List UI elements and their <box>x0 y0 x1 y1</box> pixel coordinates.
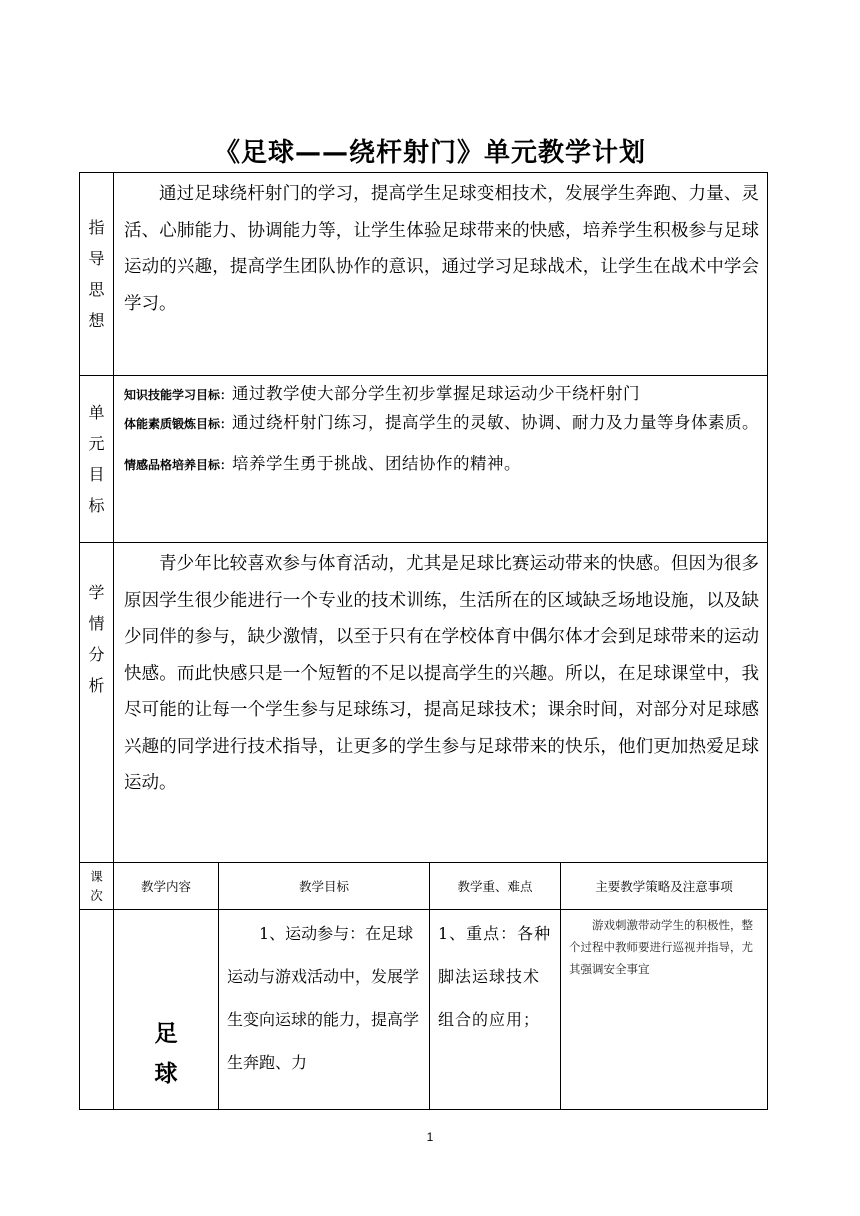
analysis-content <box>114 543 768 863</box>
guiding-text: 通过足球绕杆射门的学习，提高学生足球变相技术，发展学生奔跑、力量、灵活、心肺能力、协调能力等，让学生体验足球带来的快感，培养学生积极参与足球运动的兴趣，提高学生团队协作的意识，通过学习足球战术，让学生在战术中学会学习。 <box>124 184 759 314</box>
label-char: 目 <box>88 465 105 484</box>
objective-cell <box>219 910 430 1110</box>
header-char: 课 <box>90 869 103 884</box>
goal-key: 体能素质锻炼目标： <box>124 417 233 431</box>
goal-knowledge <box>124 380 759 409</box>
guiding-content <box>114 173 768 376</box>
objective-text: 1、运动参与：在足球运动与游戏活动中，发展学生变向运球的能力，提高学生奔跑、力 <box>227 924 420 1072</box>
strategy-text: 游戏刺激带动学生的积极性，整个过程中教师要进行巡视并指导，尤其强调安全事宜 <box>569 918 753 976</box>
header-strategy: 主要教学策略及注意事项 <box>561 863 768 910</box>
content-cell <box>114 910 219 1110</box>
label-char: 分 <box>88 645 105 664</box>
content-char: 足 <box>154 1021 178 1047</box>
label-char: 想 <box>88 311 105 330</box>
analysis-row <box>80 543 768 863</box>
guiding-label <box>80 173 114 376</box>
content-char: 球 <box>154 1061 178 1087</box>
label-char: 导 <box>88 249 105 268</box>
label-char: 思 <box>88 280 105 299</box>
page-title: 《足球——绕杆射门》单元教学计划 <box>213 138 646 168</box>
schedule-row <box>80 910 768 1110</box>
goal-value: 通过绕杆射门练习，提高学生的灵敏、协调、耐力及力量等身体素质。 <box>232 413 760 432</box>
label-char: 指 <box>88 218 105 237</box>
goal-key: 情感品格培养目标： <box>124 458 233 472</box>
label-char: 元 <box>88 434 105 453</box>
strategy-cell <box>561 910 768 1110</box>
schedule-header-row <box>80 863 768 910</box>
lesson-number-cell <box>80 910 114 1110</box>
header-content: 教学内容 <box>114 863 219 910</box>
teaching-plan-table <box>79 172 768 1110</box>
label-char: 情 <box>88 614 105 633</box>
header-lesson <box>80 863 114 910</box>
label-char: 单 <box>88 403 105 422</box>
header-char: 次 <box>90 888 103 903</box>
analysis-text: 青少年比较喜欢参与体育活动，尤其是足球比赛运动带来的快感。但因为很多原因学生很少能进行一个专业的技术训练，生活所在的区域缺乏场地设施，以及缺少同伴的参与，缺少激情，以至于只有在学校体育中偶尔体才会到足球带来的运动快感。而此快感只是一个短暂的不足以提高学生的兴趣。所以，在足球课堂中，我尽可能的让每一个学生参与足球练习，提高足球技术；课余时间，对部分对足球感兴趣的同学进行技术指导，让更多的学生参与足球带来的快乐，他们更加热爱足球运动。 <box>124 554 759 793</box>
label-char: 析 <box>88 676 105 695</box>
label-char: 标 <box>88 496 105 515</box>
unit-goals-content <box>114 376 768 543</box>
label-char: 学 <box>88 583 105 602</box>
guiding-row <box>80 173 768 376</box>
header-objective: 教学目标 <box>219 863 430 910</box>
analysis-label <box>80 543 114 863</box>
page-number: 1 <box>426 1130 434 1144</box>
goal-key: 知识技能学习目标： <box>124 388 233 402</box>
header-key-points: 教学重、难点 <box>430 863 561 910</box>
unit-goals-row <box>80 376 768 543</box>
unit-goals-label <box>80 376 114 543</box>
goal-emotion <box>124 450 759 479</box>
goal-value: 培养学生勇于挑战、团结协作的精神。 <box>232 454 522 473</box>
goal-value: 通过教学使大部分学生初步掌握足球运动少干绕杆射门 <box>232 384 641 403</box>
key-points-text: 1、重点：各种脚法运球技术组合的应用； <box>438 924 552 1029</box>
key-points-cell <box>430 910 561 1110</box>
goal-fitness <box>124 409 759 438</box>
